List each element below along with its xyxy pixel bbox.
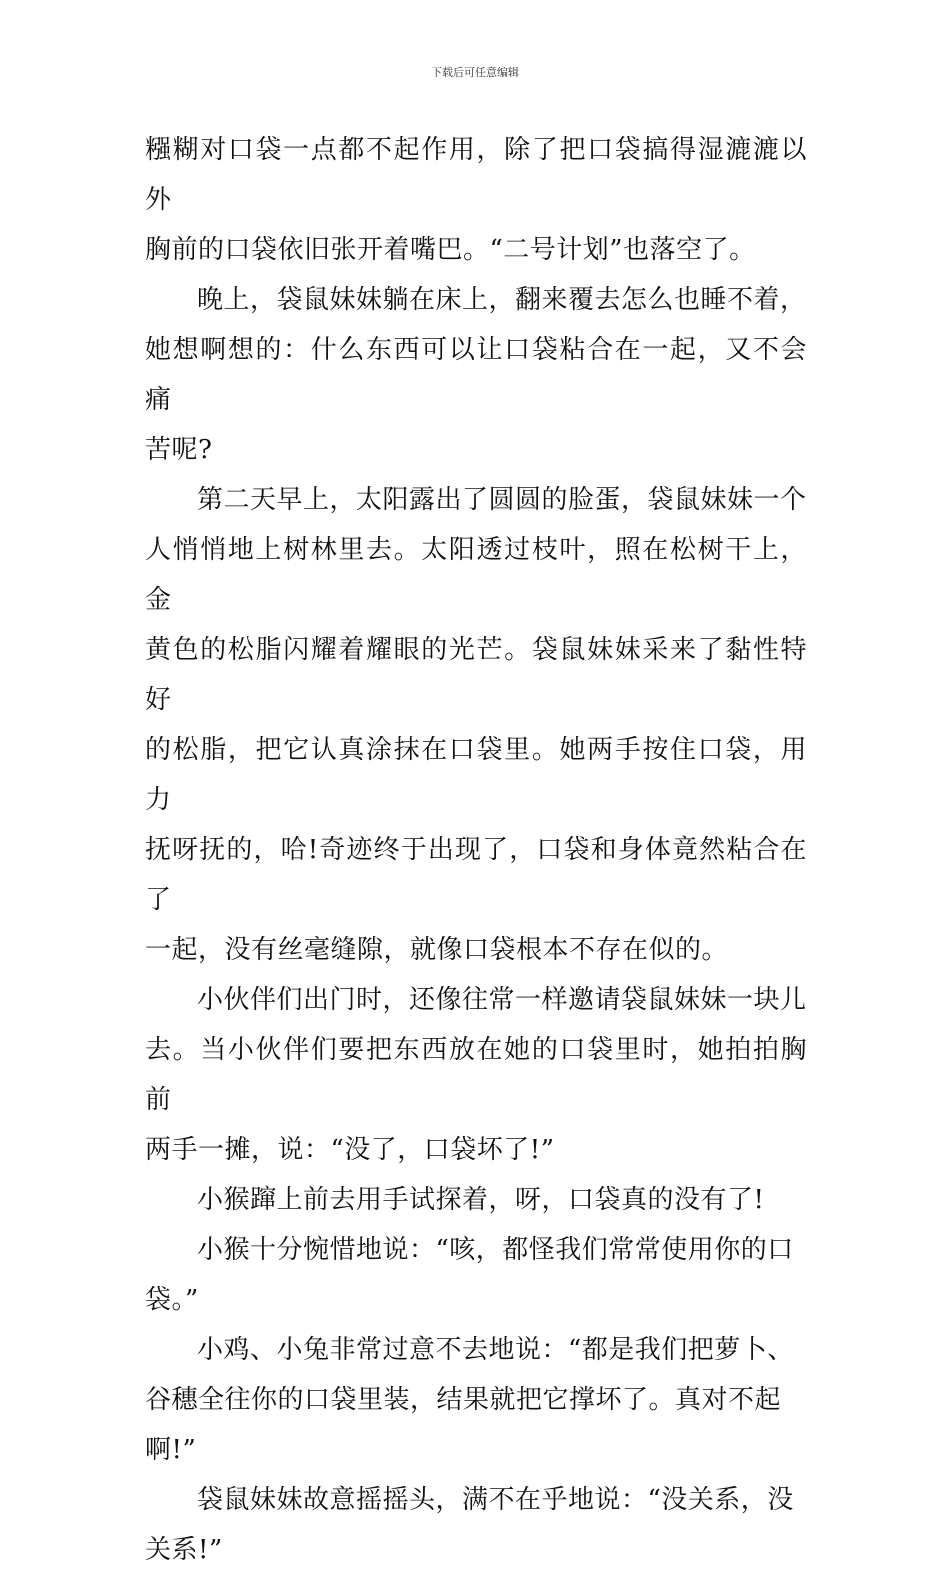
paragraph: 小伙伴们出门时，还像往常一样邀请袋鼠妹妹一块儿 去。当小伙伴们要把东西放在她的口袋里时，她拍拍胸前 两手一摊，说：“没了，口袋坏了!” [145, 985, 807, 1165]
page-header-note: 下载后可任意编辑 [431, 66, 519, 79]
paragraph: 小猴十分惋惜地说：“咳，都怪我们常常使用你的口 袋。” [145, 1235, 794, 1315]
paragraph: 晚上，袋鼠妹妹躺在床上，翻来覆去怎么也睡不着， 她想啊想的：什么东西可以让口袋粘合在一起，又不会痛 苦呢? [145, 285, 807, 465]
paragraph: 糨糊对口袋一点都不起作用，除了把口袋搞得湿漉漉以外 胸前的口袋依旧张开着嘴巴。“二号计划”也落空了。 [145, 135, 807, 265]
paragraph: 小猴蹿上前去用手试探着，呀，口袋真的没有了! [197, 1185, 765, 1215]
paragraph: 袋鼠妹妹故意摇摇头，满不在乎地说：“没关系，没 关系!” [145, 1485, 794, 1565]
paragraph: 第二天早上，太阳露出了圆圆的脸蛋，袋鼠妹妹一个 人悄悄地上树林里去。太阳透过枝叶，照在松树干上，金 黄色的松脂闪耀着耀眼的光芒。袋鼠妹妹采来了黏性特好 的松脂，把它认真涂抹在口袋里。她两手按住口袋，用力 抚呀抚的，哈!奇迹终于出现了，口袋和身体竟然粘合在了 一起，没有丝毫缝隙，就像口袋根本不存在似的。 [145, 485, 807, 965]
document-body [145, 125, 807, 1575]
paragraph: 小鸡、小兔非常过意不去地说：“都是我们把萝卜、 谷穗全往你的口袋里装，结果就把它撑坏了。真对不起 啊!” [145, 1335, 794, 1465]
